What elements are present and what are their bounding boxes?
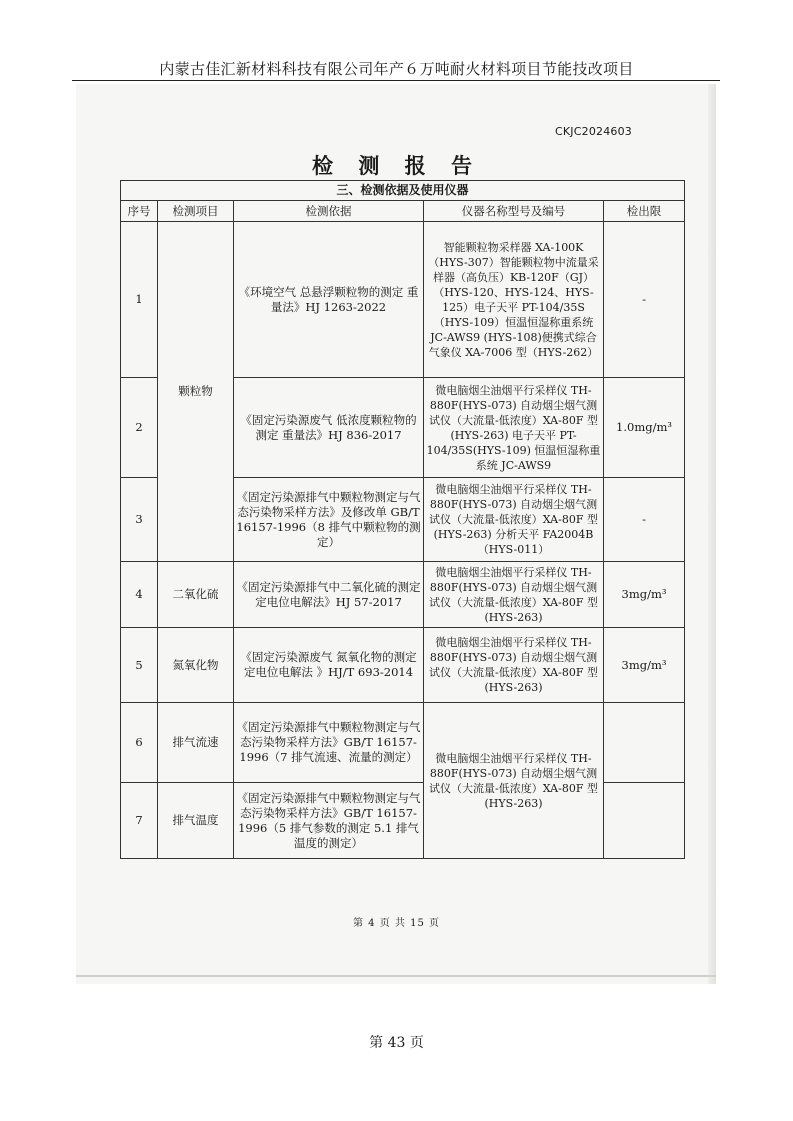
- item-cell: 排气流速: [158, 703, 234, 783]
- row-number: 1: [121, 222, 158, 378]
- limit-cell: -: [604, 478, 685, 562]
- document-header: 内蒙古佳汇新材料科技有限公司年产６万吨耐火材料项目节能技改项目: [159, 60, 634, 78]
- instrument-cell: 微电脑烟尘油烟平行采样仪 TH-880F(HYS-073) 自动烟尘烟气测试仪（大流量-低浓度）XA-80F 型(HYS-263) 分析天平 FA2004B（HYS-011）: [424, 478, 604, 562]
- scan-edge: [708, 84, 716, 984]
- row-number: 5: [121, 628, 158, 703]
- row-number: 3: [121, 478, 158, 562]
- item-cell: 二氧化硫: [158, 562, 234, 628]
- header-rule: [72, 80, 720, 81]
- inspection-table-wrapper: [120, 180, 684, 859]
- item-cell: 排气温度: [158, 783, 234, 859]
- limit-cell: 3mg/m³: [604, 562, 685, 628]
- limit-cell: -: [604, 222, 685, 378]
- item-cell: 氮氧化物: [158, 628, 234, 703]
- instrument-cell-shared: 微电脑烟尘油烟平行采样仪 TH-880F(HYS-073) 自动烟尘烟气测试仪（大流量-低浓度）XA-80F 型(HYS-263): [424, 703, 604, 859]
- row-number: 7: [121, 783, 158, 859]
- basis-cell: 《固定污染源排气中颗粒物测定与气态污染物采样方法》及修改单 GB/T 16157-1996（8 排气中颗粒物的测定）: [234, 478, 424, 562]
- instrument-cell: 智能颗粒物采样器 XA-100K（HYS-307）智能颗粒物中流量采样器（高负压）KB-120F（GJ）（HYS-120、HYS-124、HYS-125）电子天平 PT-104/35S（HYS-109）恒温恒湿称重系统 JC-AWS9 (HYS-108)便携式综合气象仪 XA-7006 型（HYS-262）: [424, 222, 604, 378]
- column-header-no: 序号: [121, 201, 158, 222]
- table-row: [121, 222, 685, 378]
- inspection-basis-table: [120, 180, 685, 859]
- column-header-instrument: 仪器名称型号及编号: [424, 201, 604, 222]
- inner-page-number: 第 4 页 共 15 页: [353, 918, 440, 929]
- basis-cell: 《固定污染源排气中颗粒物测定与气态污染物采样方法》GB/T 16157-1996（5 排气参数的测定 5.1 排气温度的测定）: [234, 783, 424, 859]
- limit-cell: 3mg/m³: [604, 628, 685, 703]
- report-code: CKJC2024603: [555, 125, 633, 138]
- row-number: 2: [121, 378, 158, 478]
- instrument-cell: 微电脑烟尘油烟平行采样仪 TH-880F(HYS-073) 自动烟尘烟气测试仪（大流量-低浓度）XA-80F 型(HYS-263) 电子天平 PT-104/35S(HYS-109) 恒温恒湿称重系统 JC-AWS9: [424, 378, 604, 478]
- basis-cell: 《环境空气 总悬浮颗粒物的测定 重量法》HJ 1263-2022: [234, 222, 424, 378]
- table-row: [121, 562, 685, 628]
- row-number: 6: [121, 703, 158, 783]
- item-particulate: 颗粒物: [158, 222, 234, 562]
- basis-cell: 《固定污染源废气 氮氧化物的测定 定电位电解法 》HJ/T 693-2014: [234, 628, 424, 703]
- scan-bottom-edge: [76, 975, 716, 977]
- column-header-basis: 检测依据: [234, 201, 424, 222]
- outer-page-number: 第 43 页: [369, 1035, 424, 1051]
- column-header-item: 检测项目: [158, 201, 234, 222]
- basis-cell: 《固定污染源排气中颗粒物测定与气态污染物采样方法》GB/T 16157-1996（7 排气流速、流量的测定）: [234, 703, 424, 783]
- limit-cell: [604, 703, 685, 783]
- table-row: [121, 628, 685, 703]
- row-number: 4: [121, 562, 158, 628]
- instrument-cell: 微电脑烟尘油烟平行采样仪 TH-880F(HYS-073) 自动烟尘烟气测试仪（大流量-低浓度）XA-80F 型(HYS-263): [424, 628, 604, 703]
- basis-cell: 《固定污染源废气 低浓度颗粒物的测定 重量法》HJ 836-2017: [234, 378, 424, 478]
- section-title: 三、检测依据及使用仪器: [121, 181, 685, 201]
- basis-cell: 《固定污染源排气中二氧化硫的测定 定电位电解法》HJ 57-2017: [234, 562, 424, 628]
- table-row: [121, 703, 685, 783]
- limit-cell: 1.0mg/m³: [604, 378, 685, 478]
- limit-cell: [604, 783, 685, 859]
- instrument-cell: 微电脑烟尘油烟平行采样仪 TH-880F(HYS-073) 自动烟尘烟气测试仪（大流量-低浓度）XA-80F 型(HYS-263): [424, 562, 604, 628]
- column-header-limit: 检出限: [604, 201, 685, 222]
- report-title: 检 测 报 告: [312, 153, 481, 178]
